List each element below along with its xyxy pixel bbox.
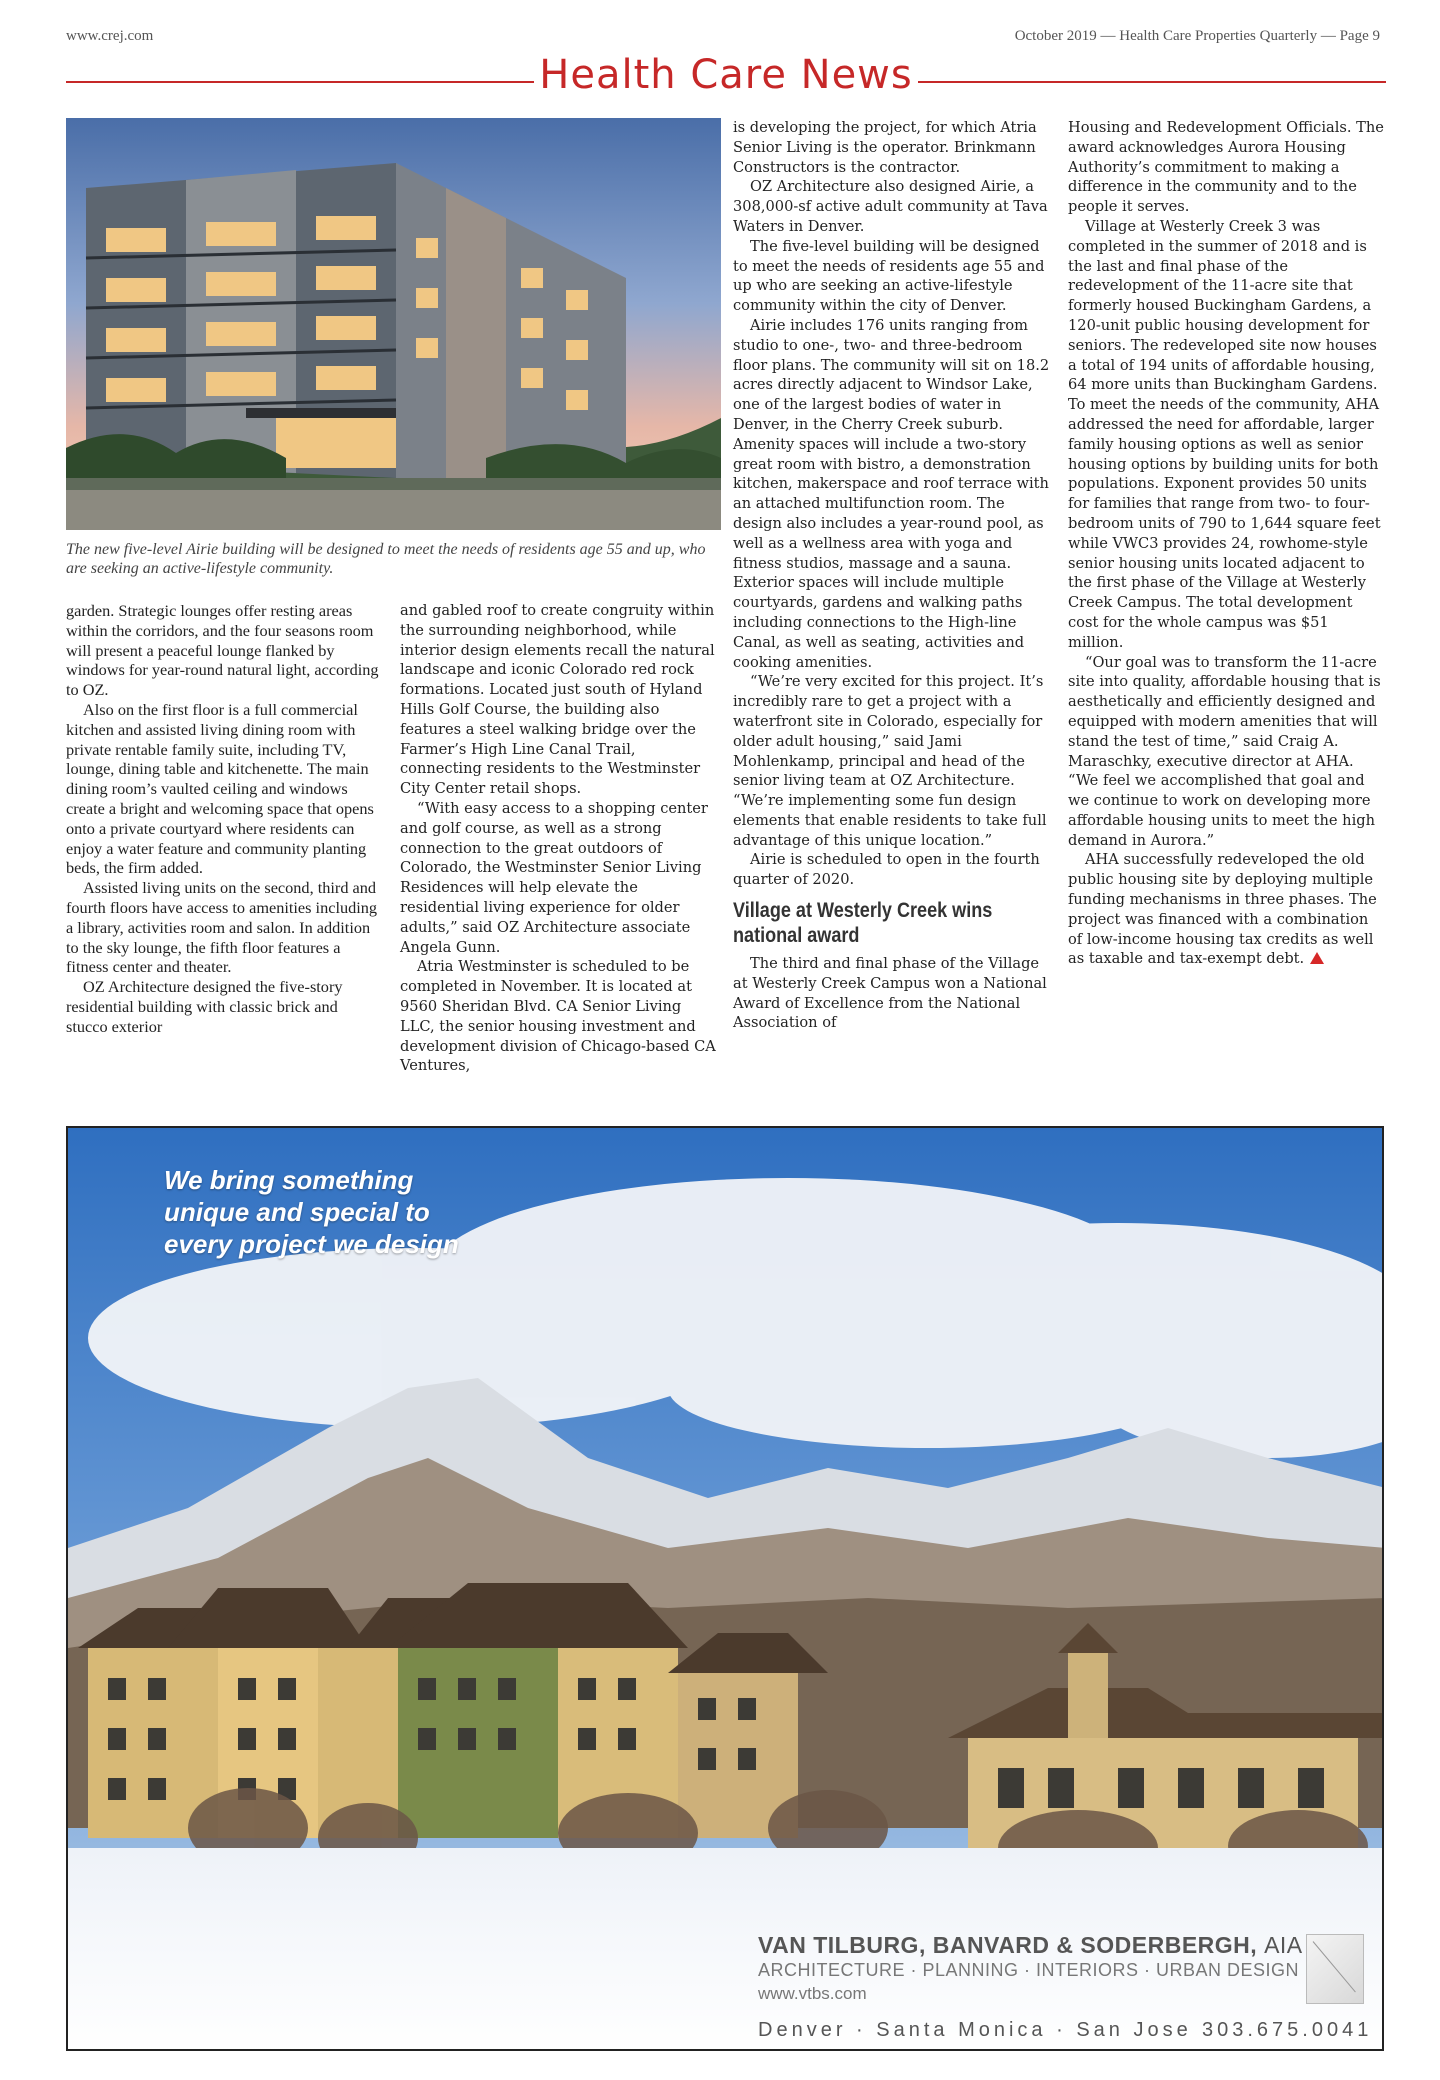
paragraph: Housing and Redevelopment Officials. The award acknowledges Aurora Housing Authority’s commitment to making a difference in the community and to the people it serves. xyxy=(1068,119,1384,216)
section-rule-right xyxy=(918,81,1386,83)
paragraph: Assisted living units on the second, third and fourth floors have access to amenities including a library, activities room and salon. In addition to the sky lounge, the fifth floor features a fitness center and theater. xyxy=(66,878,378,977)
paragraph: “We’re very excited for this project. It’s incredibly rare to get a project with a waterfront site in Colorado, especially for older adult housing,” said Jami Mohlenkamp, principal and head of the senior living team at OZ Architecture. “We’re implementing some fun design elements that enable residents to take full advantage of this unique location.” xyxy=(733,673,1047,849)
paragraph: is developing the project, for which Atria Senior Living is the operator. Brinkmann Constructors is the contractor. xyxy=(733,119,1037,176)
paragraph: Atria Westminster is scheduled to be completed in November. It is located at 9560 Sheridan Blvd. CA Senior Living LLC, the senior housing investment and development division of Chicago-based CA Ventures, xyxy=(400,958,716,1075)
paragraph: “With easy access to a shopping center and golf course, as well as a strong connection to the great outdoors of Colorado, the Westminster Senior Living Residences will help elevate the residential living experience for older adults,” said OZ Architecture associate Angela Gunn. xyxy=(400,799,708,956)
photo-caption: The new five-level Airie building will be designed to meet the needs of residents age 55 and up, who are seeking an active-lifestyle community. xyxy=(66,541,706,577)
ad-tagline: We bring something unique and special to every project we design xyxy=(164,1165,459,1259)
airie-building-photo xyxy=(66,118,721,530)
ad-landscape-image xyxy=(68,1128,1384,2051)
article-column-2 xyxy=(400,601,718,1076)
paragraph: OZ Architecture designed the five-story residential building with classic brick and stucco exterior xyxy=(66,977,343,1036)
article-column-4 xyxy=(1068,118,1386,969)
end-of-story-icon xyxy=(1310,952,1324,964)
paragraph-text: AHA successfully redeveloped the old public housing site by deploying multiple funding mechanisms in three phases. The project was financed with a combination of low-income housing tax credits as well as taxable and tax-exempt debt. xyxy=(1068,851,1377,968)
firm-name-text: VAN TILBURG, BANVARD & SODERBERGH, xyxy=(758,1932,1258,1958)
subheading: Village at Westerly Creek wins national award xyxy=(733,899,993,948)
ad-phone-number[interactable]: 303.675.0041 xyxy=(1202,2019,1373,2041)
paragraph: Also on the first floor is a full commercial kitchen and assisted living dining room with private rentable family suite, including TV, lounge, dining table and kitchenette. The main dining room’s vaulted ceiling and windows create a bright and welcoming space that opens onto a private courtyard where residents can enjoy a water feature and community planting beds, the firm added. xyxy=(66,699,374,878)
paragraph xyxy=(1068,850,1386,969)
ad-office-cities: Denver · Santa Monica · San Jose xyxy=(758,2019,1192,2041)
article-column-3 xyxy=(733,118,1051,1033)
section-title: Health Care News xyxy=(539,52,913,98)
site-url[interactable]: www.crej.com xyxy=(66,28,154,44)
firm-suffix: AIA xyxy=(1264,1932,1303,1958)
issue-line: October 2019 — Health Care Properties Quarterly — Page 9 xyxy=(1014,28,1380,44)
ad-website-link[interactable]: www.vtbs.com xyxy=(758,1984,867,2003)
vtbs-advertisement[interactable] xyxy=(66,1126,1384,2051)
paragraph: Airie is scheduled to open in the fourth quarter of 2020. xyxy=(733,851,1040,889)
paragraph: The third and final phase of the Village at Westerly Creek Campus won a National Award of Excellence from the National Association of xyxy=(733,955,1047,1032)
paragraph: Airie includes 176 units ranging from studio to one-, two- and three-bedroom floor plans. The community will sit on 18.2 acres directly adjacent to Windsor Lake, one of the largest bodies of water in Denver, in the Cherry Creek suburb. Amenity spaces will include a two-story great room with bistro, a demonstration kitchen, makerspace and roof terrace with an attached multifunction room. The design also includes a year-round pool, as well as a wellness area with yoga and fitness studios, massage and a sauna. Exterior spaces will include multiple courtyards, gardens and walking paths including connections to the High-line Canal, as well as seating, activities and cooking amenities. xyxy=(733,316,1050,671)
paragraph: “Our goal was to transform the 11-acre site into quality, affordable housing that is aesthetically and efficiently designed and equipped with modern amenities that will stand the test of time,” said Craig A. Maraschky, executive director at AHA. “We feel we accomplished that goal and we continue to work on developing more affordable housing units to meet the high demand in Aurora.” xyxy=(1068,653,1381,849)
ad-disciplines: ARCHITECTURE · PLANNING · INTERIORS · URBAN DESIGN xyxy=(758,1960,1300,1980)
paragraph: The five-level building will be designed to meet the needs of residents age 55 and up who are seeking an active-lifestyle community within the city of Denver. xyxy=(733,237,1045,315)
paragraph: and gabled roof to create congruity within the surrounding neighborhood, while interior design elements recall the natural landscape and iconic Colorado red rock formations. Located just south of Hyland Hills Golf Course, the building also features a steel walking bridge over the Farmer’s High Line Canal Trail, connecting residents to the Westminster City Center retail shops. xyxy=(400,602,715,798)
article-column-1 xyxy=(66,601,380,1037)
paragraph: Village at Westerly Creek 3 was completed in the summer of 2018 and is the last and final phase of the redevelopment of the 11-acre site that formerly housed Buckingham Gardens, a 120-unit public housing development for seniors. The redeveloped site now houses a total of 194 units of affordable housing, 64 more units than Buckingham Gardens. To meet the needs of the community, AHA addressed the need for affordable, larger family housing options as well as senior housing options by building units for both populations. Exponent provides 50 units for families that range from two- to four-bedroom units of 790 to 1,644 square feet while VWC3 provides 24, rowhome-style senior housing units located adjacent to the first phase of the Village at Westerly Creek Campus. The total development cost for the whole campus was $51 million. xyxy=(1068,217,1381,651)
vtbs-logo-icon xyxy=(1306,1934,1364,2004)
section-rule-left xyxy=(66,81,534,83)
paragraph: garden. Strategic lounges offer resting areas within the corridors, and the four seasons room will present a peaceful lounge flanked by windows for year-round natural light, according to OZ. xyxy=(66,601,379,700)
ad-firm-name xyxy=(758,1932,1303,1959)
paragraph: OZ Architecture also designed Airie, a 308,000-sf active adult community at Tava Waters in Denver. xyxy=(733,178,1048,235)
